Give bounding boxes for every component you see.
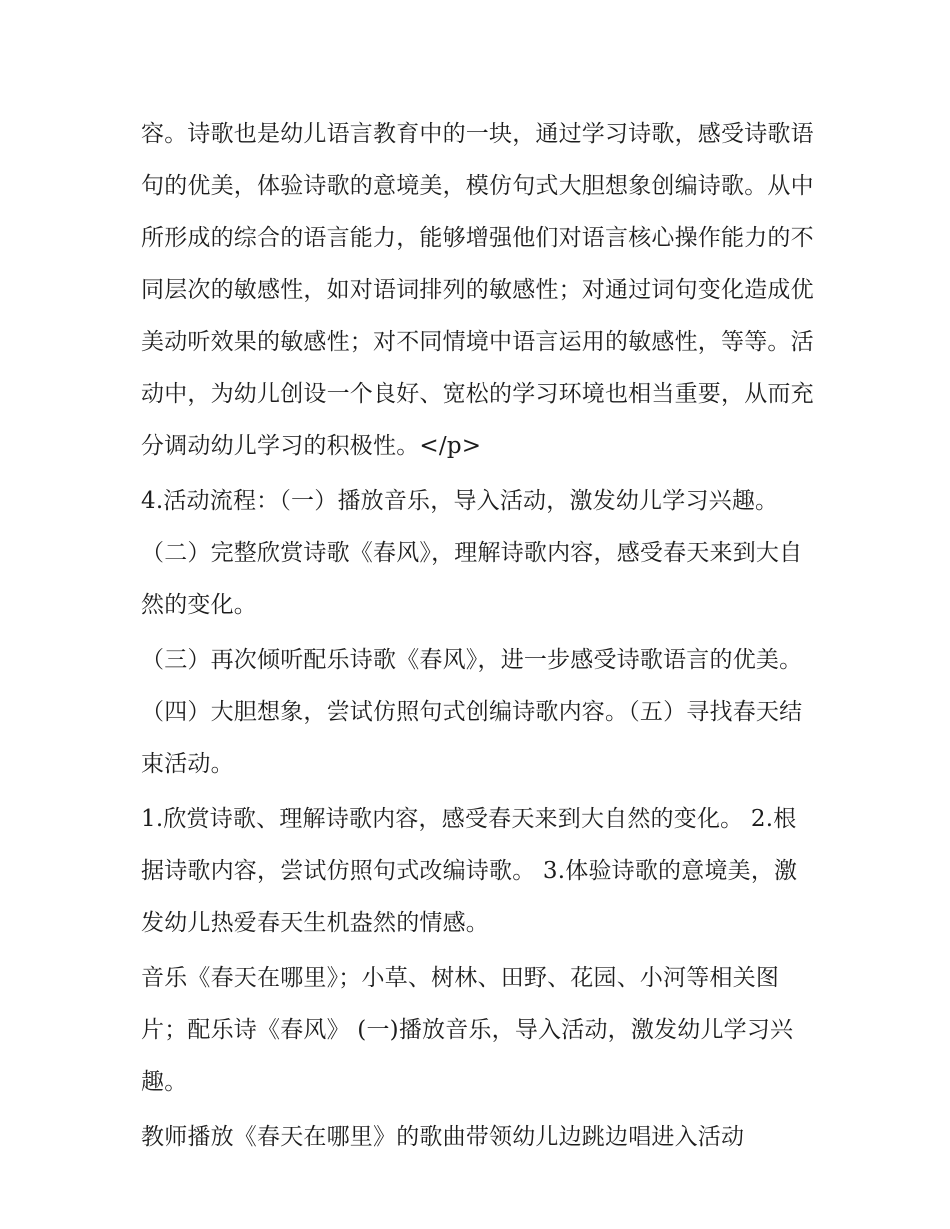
paragraph-activity-flow: 4.活动流程：（一）播放音乐，导入活动，激发幼儿学习兴趣。（二）完整欣赏诗歌《春风》，理解诗歌内容，感受春天来到大自然的变化。 xyxy=(141,488,803,618)
paragraph-poetry-education: 容。诗歌也是幼儿语言教育中的一块，通过学习诗歌，感受诗歌语句的优美，体验诗歌的意境美，模仿句式大胆想象创编诗歌。从中所形成的综合的语言能力，能够增强他们对语言核心操作能力的不同层次的敏感性，如对语词排列的敏感性；对通过词句变化造成优美动听效果的敏感性；对不同情境中语言运用的敏感性，等等。活动中，为幼儿创设一个良好、宽松的学习环境也相当重要，从而充分调动幼儿学习的积极性。</p> xyxy=(141,121,814,459)
paragraph-teacher-action: 教师播放《春天在哪里》的歌曲带领幼儿边跳边唱进入活动 xyxy=(141,1124,745,1150)
paragraph-goals: 1.欣赏诗歌、理解诗歌内容，感受春天来到大自然的变化。 2.根据诗歌内容，尝试仿照句式改编诗歌。 3.体验诗歌的意境美，激发幼儿热爱春天生机盎然的情感。 xyxy=(141,806,798,936)
paragraph-materials: 音乐《春天在哪里》；小草、树林、田野、花园、小河等相关图片；配乐诗《春风》 (一)播放音乐，导入活动，激发幼儿学习兴趣。 xyxy=(141,965,794,1095)
paragraph-activity-steps: （三）再次倾听配乐诗歌《春风》，进一步感受诗歌语言的优美。（四）大胆想象，尝试仿照句式创编诗歌内容。（五）寻找春天结束活动。 xyxy=(141,647,803,777)
document-body xyxy=(141,108,816,1163)
